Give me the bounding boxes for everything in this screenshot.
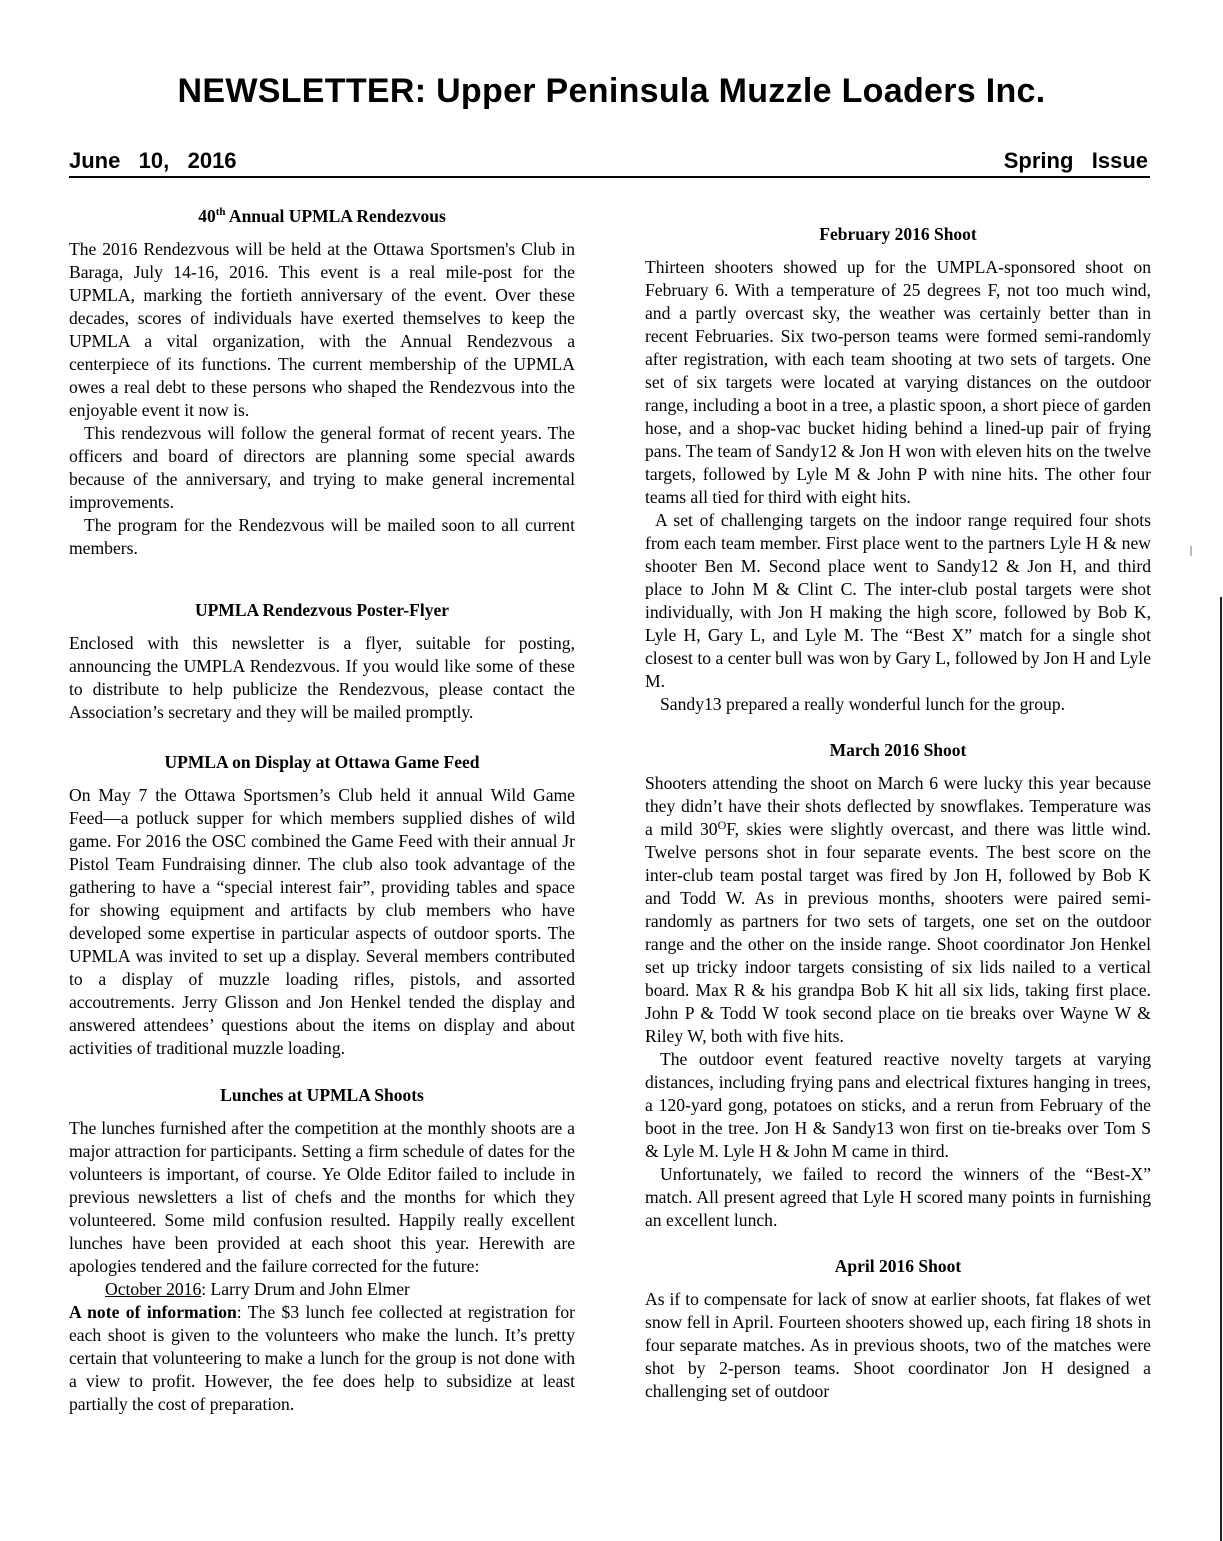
dateline (69, 146, 1150, 178)
paragraph: Unfortunately, we failed to record the winners of the “Best-X” match. All present agreed that Lyle H scored many points in furnishing an excellent lunch. (645, 1164, 1151, 1230)
article-game-feed (69, 751, 575, 1060)
paragraph (69, 1301, 575, 1416)
article-heading: UPMLA on Display at Ottawa Game Feed (164, 752, 480, 772)
right-column (645, 223, 1151, 1403)
article-poster-flyer (69, 599, 575, 724)
article-heading: Lunches at UPMLA Shoots (220, 1085, 424, 1105)
article-heading: UPMLA Rendezvous Poster-Flyer (194, 600, 449, 620)
paragraph: The program for the Rendezvous will be mailed soon to all current members. (69, 515, 575, 558)
article-rendezvous (69, 205, 575, 560)
page-edge-line (1220, 597, 1222, 1541)
article-heading: February 2016 Shoot (819, 224, 977, 244)
paragraph: The lunches furnished after the competition at the monthly shoots are a major attraction for participants. Setting a firm schedule of dates for the volunteers is important, of course. Ye Olde Editor failed to include in previous newsletters a list of chefs and the months for which they volunteered. Some mild confusion resulted. Happily really excellent lunches have been provided at each shoot this year. Herewith are apologies tendered and the failure corrected for the future: (69, 1118, 575, 1276)
paragraph: Sandy13 prepared a really wonderful lunch for the group. (660, 694, 1066, 714)
article-february-shoot (645, 223, 1151, 716)
article-lunches (69, 1084, 575, 1416)
paragraph: This rendezvous will follow the general format of recent years. The officers and board of directors are planning some special awards because of the anniversary, and trying to make general incremental improvements. (69, 423, 575, 512)
paragraph: On May 7 the Ottawa Sportsmen’s Club held it annual Wild Game Feed—a potluck supper for which members supplied dishes of wild game. For 2016 the OSC combined the Game Feed with their annual Jr Pistol Team Fundraising dinner. The club also took advantage of the gathering to have a “special interest fair”, providing tables and space for showing equipment and artifacts by club members who have developed some expertise in particular aspects of outdoor sports. The UPMLA was invited to set up a display. Several members contributed to a display of muzzle loading rifles, pistols, and assorted accoutrements. Jerry Glisson and Jon Henkel tended the display and answered attendees’ questions about the items on display and about activities of traditional muzzle loading. (69, 785, 575, 1058)
article-march-shoot (645, 739, 1151, 1232)
scan-mark (1190, 546, 1192, 556)
newsletter-title: NEWSLETTER: Upper Peninsula Muzzle Loaders Inc. (177, 72, 1046, 110)
left-column (69, 205, 575, 1416)
heading-number: 40 (198, 206, 216, 226)
issue-date: June 10, 2016 (69, 148, 237, 173)
article-heading: April 2016 Shoot (834, 1256, 962, 1276)
article-april-shoot (645, 1255, 1151, 1403)
heading-ordinal: th (215, 206, 226, 219)
paragraph: The outdoor event featured reactive novelty targets at varying distances, including frying pans and electrical fixtures hanging in trees, a 120-yard gong, potatoes on sticks, and a rerun from February of the boot in the tree. Jon H & Sandy13 won first on tie-breaks over Tom S & Lyle M. Lyle H & John M came in third. (645, 1049, 1151, 1161)
paragraph-text: Shooters attending the shoot on March 6 were lucky this year because they didn’t have their shots deflected by snowflakes. Temperature was a mild 30 (645, 773, 1151, 839)
paragraph (645, 772, 1151, 1048)
heading-text: Annual UPMLA Rendezvous (225, 206, 446, 226)
paragraph: As if to compensate for lack of snow at earlier shoots, fat flakes of wet snow fell in April. Fourteen shooters showed up, each firing 18 shots in four separate matches. As in previous shoots, two of the matches were shot by 2-person teams. Shoot coordinator Jon H designed a challenging set of outdoor (645, 1289, 1151, 1401)
article-heading (69, 205, 575, 228)
volunteer-month: October 2016 (105, 1279, 202, 1299)
article-heading: March 2016 Shoot (829, 740, 967, 760)
paragraph: Enclosed with this newsletter is a flyer, suitable for posting, announcing the UMPLA Rendezvous. If you would like some of these to distribute to help publicize the Rendezvous, please contact the Association’s secretary and they will be mailed promptly. (69, 633, 575, 722)
paragraph: The 2016 Rendezvous will be held at the Ottawa Sportsmen's Club in Baraga, July 14-16, 2016. This event is a real mile-post for the UPMLA, marking the fortieth anniversary of the event. Over these decades, scores of individuals have exerted themselves to keep the UPMLA a vital organization, with the Annual Rendezvous a centerpiece of its functions. The current membership of the UPMLA owes a real debt to these persons who shaped the Rendezvous into the enjoyable event it now is. (69, 239, 575, 420)
note-label: A note of information (69, 1302, 237, 1322)
paragraph: Thirteen shooters showed up for the UMPLA-sponsored shoot on February 6. With a temperature of 25 degrees F, not too much wind, and a partly overcast sky, the weather was certainly better than in recent Februaries. Six two-person teams were formed semi-randomly after registration, with each team shooting at two sets of targets. One set of six targets were located at varying distances on the outdoor range, including a boot in a tree, a plastic spoon, a short piece of garden hose, and a shop-vac bucket hiding behind a lined-up pair of frying pans. The team of Sandy12 & Jon H won with eleven hits on the twelve targets, followed by Lyle M & John P with nine hits. The other four teams all tied for third with eight hits. (645, 257, 1151, 507)
issue-season: Spring Issue (1003, 148, 1148, 173)
note-text: : The $3 lunch fee collected at registration for each shoot is given to the volunteers who make the lunch. It’s pretty certain that volunteering to make a lunch for the group is not done with a view to profit. However, the fee does help to subsidize at least partially the cost of preparation. (69, 1302, 575, 1414)
paragraph-text: F, skies were slightly overcast, and there was little wind. Twelve persons shot in four separate events. The best score on the inter-club team postal target was fired by Jon H, followed by Bob K and Todd W. As in previous months, shooters were paired semi-randomly as partners for two sets of targets, one set on the outdoor range and the other on the inside range. Shoot coordinator Jon Henkel set up tricky indoor targets consisting of six lids nailed to a vertical board. Max R & his grandpa Bob K hit all six lids, taking first place. John P & Todd W took second place on tie breaks over Wayne W & Riley W, both with five hits. (645, 819, 1151, 1046)
volunteer-names: : Larry Drum and John Elmer (201, 1279, 410, 1299)
volunteer-line (69, 1278, 575, 1301)
paragraph: A set of challenging targets on the indoor range required four shots from each team member. First place went to the partners Lyle H & new shooter Ben M. Second place went to Sandy12 & Jon H, and third place to John M & Clint C. The inter-club postal targets were shot individually, with Jon H making the high score, followed by Bob K, Lyle H, Gary L, and Lyle M. The “Best X” match for a single shot closest to a center bull was won by Gary L, followed by Jon H and Lyle M. (645, 510, 1151, 691)
degree-sign: O (717, 818, 727, 832)
